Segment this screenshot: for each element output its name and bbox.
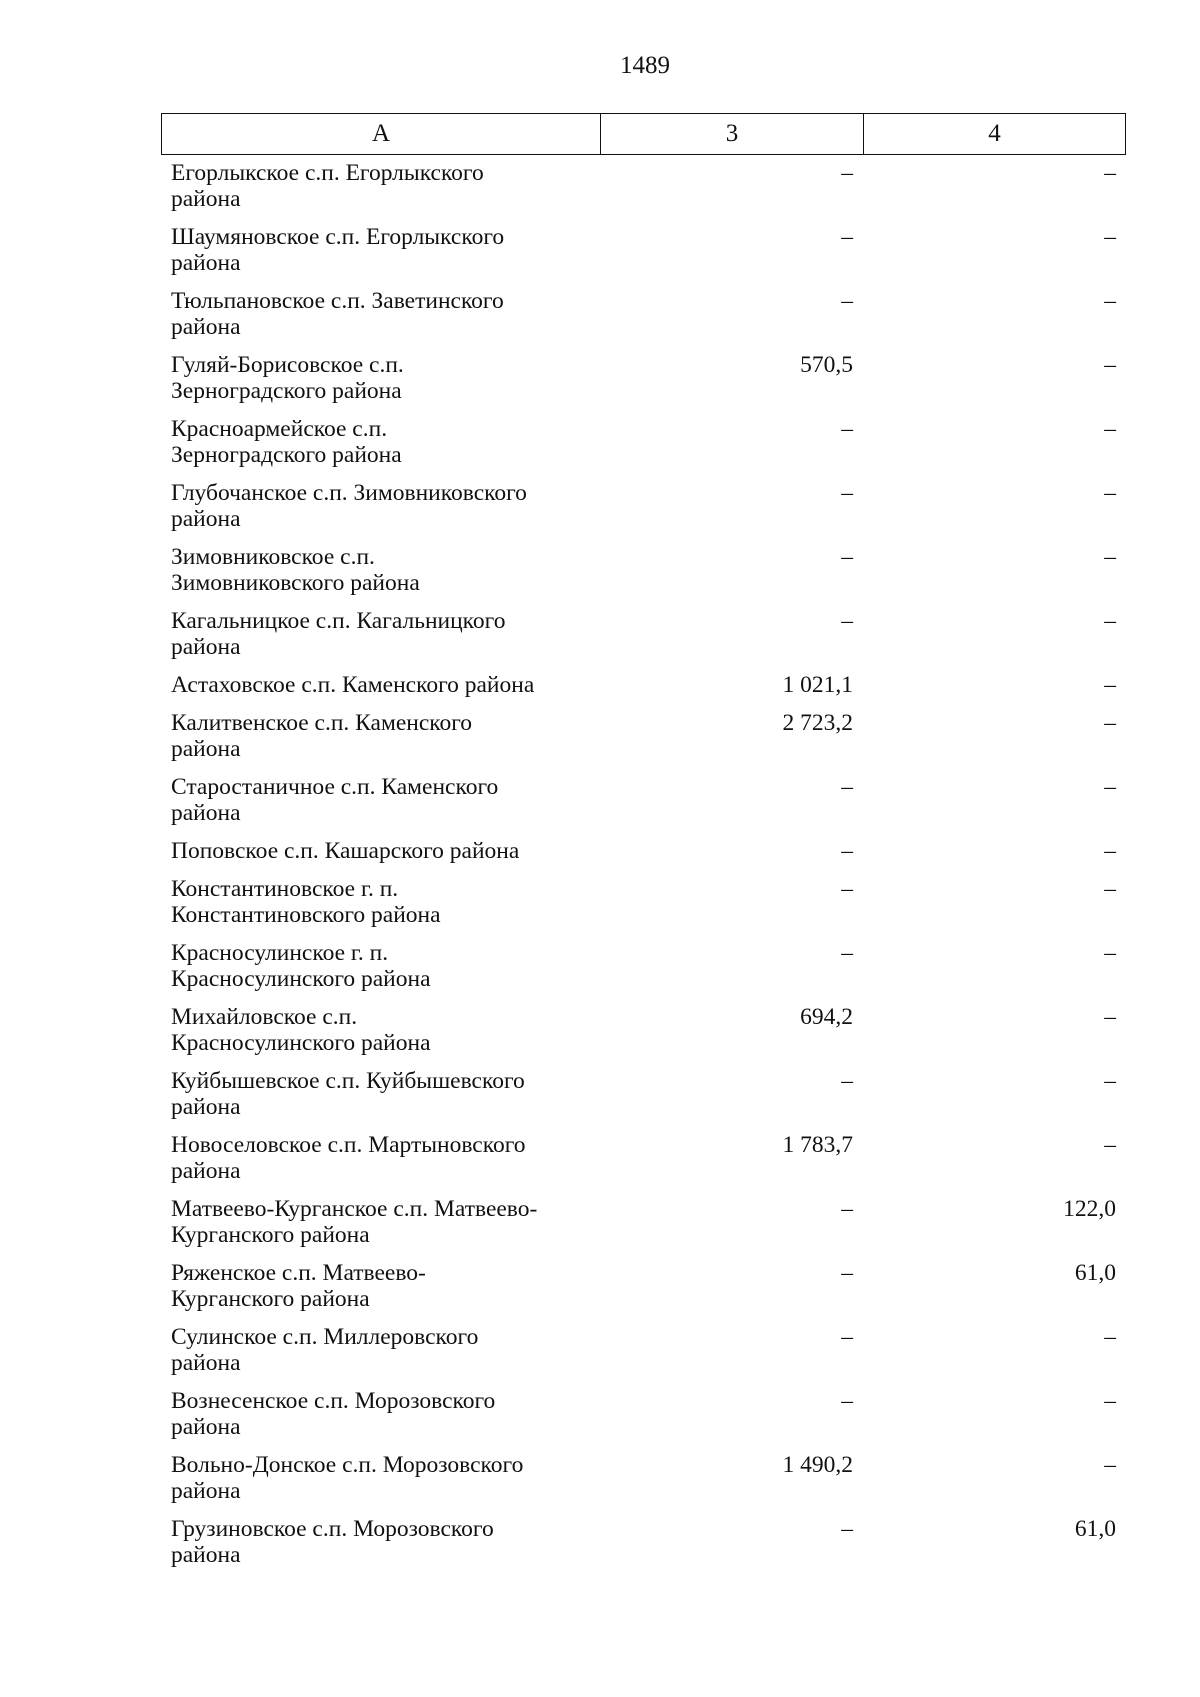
settlement-name-cell (161, 1002, 600, 1066)
table-row (161, 1322, 1126, 1386)
column-3-value: – (841, 876, 853, 902)
settlement-name-line: района (171, 186, 241, 212)
table-row (161, 670, 1126, 708)
settlement-name-cell (161, 772, 600, 836)
settlement-name-cell (161, 670, 600, 708)
settlement-name-line: Курганского района (171, 1286, 370, 1312)
settlement-name-line: Гуляй-Борисовское с.п. (171, 352, 404, 378)
column-4-value: – (1104, 1388, 1116, 1414)
settlement-name-line: района (171, 314, 241, 340)
settlement-name-line: Старостаничное с.п. Каменского (171, 774, 499, 800)
column-4-value: – (1104, 352, 1116, 378)
settlement-name-line: Красноармейское с.п. (171, 416, 388, 442)
settlement-name-line: района (171, 1350, 241, 1376)
column-3-value: 1 021,1 (782, 672, 853, 698)
settlement-name-line: Тюльпановское с.п. Заветинского (171, 288, 504, 314)
column-4-value: – (1104, 876, 1116, 902)
column-3-value: – (841, 838, 853, 864)
settlement-name-cell (161, 1514, 600, 1578)
table-row (161, 158, 1126, 222)
table-header (161, 113, 1126, 155)
table-row (161, 222, 1126, 286)
column-3-value: – (841, 1324, 853, 1350)
settlement-name-line: района (171, 1414, 241, 1440)
settlement-name-line: Шаумяновское с.п. Егорлыкского (171, 224, 505, 250)
column-3-value: – (841, 608, 853, 634)
table-row (161, 1258, 1126, 1322)
page-number: 1489 (620, 52, 670, 79)
settlement-name-cell (161, 606, 600, 670)
column-header-3: 3 (601, 114, 864, 154)
settlement-name-line: Зимовниковского района (171, 570, 420, 596)
table-row (161, 1386, 1126, 1450)
settlement-name-cell (161, 1066, 600, 1130)
table-row (161, 874, 1126, 938)
column-4-value: – (1104, 1324, 1116, 1350)
table-row (161, 708, 1126, 772)
settlement-name-cell (161, 938, 600, 1002)
settlement-name-cell (161, 1258, 600, 1322)
column-3-value: – (841, 774, 853, 800)
settlement-name-cell (161, 414, 600, 478)
table-row (161, 938, 1126, 1002)
column-header-4: 4 (988, 120, 1001, 147)
column-4-value: 122,0 (1063, 1196, 1116, 1222)
settlement-name-line: Михайловское с.п. (171, 1004, 358, 1030)
settlement-name-line: Зимовниковское с.п. (171, 544, 375, 570)
table-row (161, 1194, 1126, 1258)
settlement-name-line: района (171, 250, 241, 276)
column-4-value: – (1104, 224, 1116, 250)
table-row (161, 350, 1126, 414)
table-row (161, 1066, 1126, 1130)
column-3-value: 1 783,7 (782, 1132, 853, 1158)
settlement-name-line: Красносулинского района (171, 1030, 431, 1056)
column-4-value: – (1104, 416, 1116, 442)
table-body (161, 158, 1126, 1578)
column-4-value: – (1104, 608, 1116, 634)
settlement-name-line: Кагальницкое с.п. Кагальницкого (171, 608, 506, 634)
settlement-name-line: района (171, 736, 241, 762)
settlement-name-line: Егорлыкское с.п. Егорлыкского (171, 160, 484, 186)
settlement-name-cell (161, 542, 600, 606)
column-3-value: – (841, 1260, 853, 1286)
column-3-value: – (841, 1516, 853, 1542)
column-header-a: А (162, 114, 601, 154)
column-3-value: 694,2 (800, 1004, 853, 1030)
settlement-name-line: Глубочанское с.п. Зимовниковского (171, 480, 527, 506)
column-3-value: 1 490,2 (782, 1452, 853, 1478)
settlement-name-line: Зерноградского района (171, 442, 402, 468)
settlement-name-line: Константиновского района (171, 902, 441, 928)
settlement-name-line: района (171, 1094, 241, 1120)
settlement-name-line: Константиновское г. п. (171, 876, 399, 902)
column-3-value: – (841, 160, 853, 186)
column-3-value: – (841, 416, 853, 442)
column-4-value: – (1104, 1452, 1116, 1478)
settlement-name-line: Вольно-Донское с.п. Морозовского (171, 1452, 524, 1478)
column-3-value: – (841, 940, 853, 966)
settlement-name-cell (161, 286, 600, 350)
column-4-value: – (1104, 940, 1116, 966)
column-4-value: – (1104, 672, 1116, 698)
settlement-name-cell (161, 836, 600, 874)
column-4-value: – (1104, 1068, 1116, 1094)
settlement-name-cell (161, 158, 600, 222)
settlement-name-line: района (171, 634, 241, 660)
column-3-value: 570,5 (800, 352, 853, 378)
column-4-value: 61,0 (1074, 1260, 1116, 1286)
column-4-value: 61,0 (1074, 1516, 1116, 1542)
settlement-name-line: Астаховское с.п. Каменского района (171, 672, 535, 698)
settlement-name-line: района (171, 506, 241, 532)
settlement-name-line: Красносулинское г. п. (171, 940, 389, 966)
settlement-name-line: Матвеево-Курганское с.п. Матвеево- (171, 1196, 538, 1222)
settlement-name-line: Курганского района (171, 1222, 370, 1248)
settlement-name-cell (161, 1386, 600, 1450)
column-4-value: – (1104, 544, 1116, 570)
column-4-value: – (1104, 1132, 1116, 1158)
column-4-value: – (1104, 1004, 1116, 1030)
settlement-name-cell (161, 350, 600, 414)
column-3-value: – (841, 480, 853, 506)
table-row (161, 478, 1126, 542)
table-row (161, 606, 1126, 670)
column-4-value: – (1104, 160, 1116, 186)
settlement-name-cell (161, 1450, 600, 1514)
settlement-name-line: района (171, 1478, 241, 1504)
column-4-value: – (1104, 838, 1116, 864)
settlement-name-cell (161, 222, 600, 286)
settlement-name-line: Вознесенское с.п. Морозовского (171, 1388, 496, 1414)
settlement-name-line: Новоселовское с.п. Мартыновского (171, 1132, 526, 1158)
column-3-value: – (841, 544, 853, 570)
table-row (161, 1514, 1126, 1578)
column-4-value: – (1104, 480, 1116, 506)
column-4-value: – (1104, 774, 1116, 800)
settlement-name-line: района (171, 800, 241, 826)
table-row (161, 286, 1126, 350)
settlement-name-cell (161, 1322, 600, 1386)
settlement-name-line: Сулинское с.п. Миллеровского (171, 1324, 479, 1350)
column-3-value: – (841, 1196, 853, 1222)
settlement-name-cell (161, 708, 600, 772)
table-row (161, 772, 1126, 836)
table-row (161, 1450, 1126, 1514)
settlement-name-line: Ряженское с.п. Матвеево- (171, 1260, 426, 1286)
settlement-name-cell (161, 1130, 600, 1194)
column-3-value: – (841, 1388, 853, 1414)
settlement-name-cell (161, 874, 600, 938)
column-3-value: – (841, 1068, 853, 1094)
column-3-value: 2 723,2 (782, 710, 853, 736)
table-row (161, 542, 1126, 606)
settlement-name-line: Поповское с.п. Кашарского района (171, 838, 520, 864)
settlement-name-line: Куйбышевское с.п. Куйбышевского (171, 1068, 525, 1094)
settlement-name-line: Калитвенское с.п. Каменского (171, 710, 473, 736)
settlement-name-line: района (171, 1542, 241, 1568)
column-4-value: – (1104, 288, 1116, 314)
settlement-name-line: Зерноградского района (171, 378, 402, 404)
table-row (161, 1002, 1126, 1066)
settlement-name-line: района (171, 1158, 241, 1184)
settlement-name-cell (161, 478, 600, 542)
column-3-value: – (841, 224, 853, 250)
table-row (161, 836, 1126, 874)
table-row (161, 414, 1126, 478)
settlement-name-line: Красносулинского района (171, 966, 431, 992)
column-4-value: – (1104, 710, 1116, 736)
settlement-name-line: Грузиновское с.п. Морозовского (171, 1516, 494, 1542)
column-3-value: – (841, 288, 853, 314)
table-row (161, 1130, 1126, 1194)
settlement-name-cell (161, 1194, 600, 1258)
